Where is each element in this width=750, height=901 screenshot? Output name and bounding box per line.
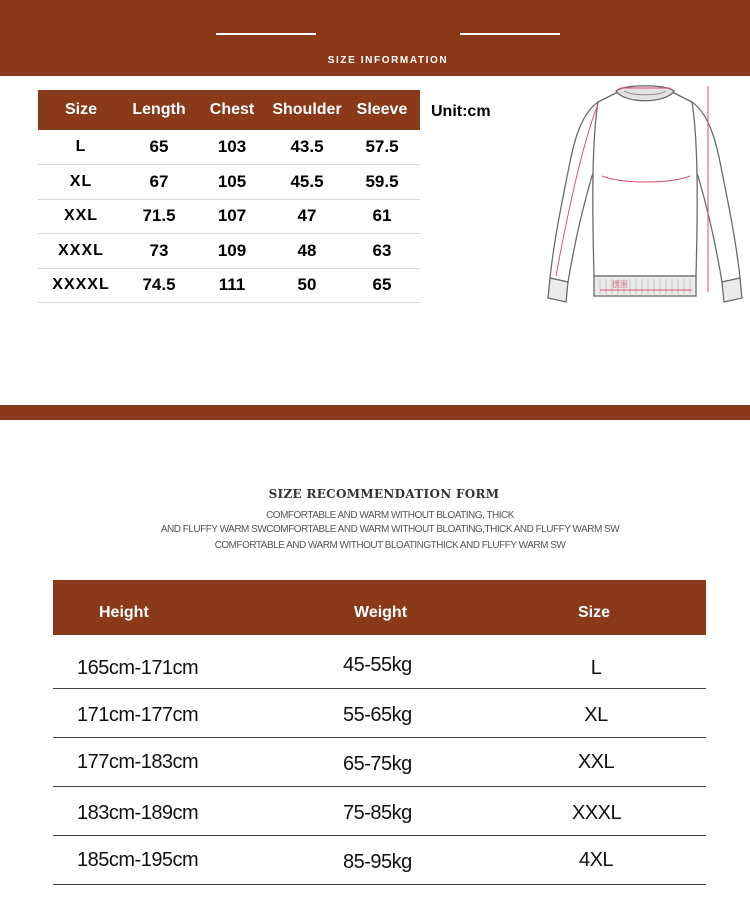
cell-height: 185cm-195cm [77,849,199,871]
recommendation-desc-line-1: COMFORTABLE AND WARM WITHOUT BLOATING, THICK [266,510,514,521]
right-cuff [722,278,742,302]
banner-left-line [216,33,316,35]
table-row [53,689,706,738]
sweater-diagram [540,80,750,312]
sweater-body [593,92,697,276]
size-information-title: SIZE INFORMATION [327,55,449,66]
table-row [53,836,706,885]
cell-weight: 85-95kg [343,851,412,873]
cell-length: 65 [124,130,194,165]
cell-shoulder: 47 [270,199,344,234]
cell-chest: 109 [194,234,270,269]
cell-shoulder: 50 [270,268,344,303]
table-row [38,234,420,269]
cell-size: XXL [38,199,124,234]
table-row [38,199,420,234]
cell-shoulder: 45.5 [270,165,344,200]
recommendation-table-header [53,580,706,635]
cell-sleeve: 59.5 [344,165,420,200]
cell-sleeve: 63 [344,234,420,269]
hem-rib [594,276,696,296]
cell-weight: 75-85kg [343,802,412,824]
cell-chest: 105 [194,165,270,200]
cell-size: XXXL [572,802,622,824]
banner-right-line [460,33,560,35]
col-sleeve: Sleeve [344,90,420,130]
size-information-table [38,90,420,303]
recommendation-desc-line-3: COMFORTABLE AND WARM WITHOUT BLOATINGTHICK AND FLUFFY WARM SW [214,540,566,551]
table-row [53,787,706,836]
recommendation-desc-line-2: AND FLUFFY WARM SWCOMFORTABLE AND WARM WITHOUT BLOATING,THICK AND FLUFFY WARM SW [160,524,620,535]
cell-weight: 45-55kg [343,654,412,676]
table-row [38,130,420,165]
cell-length: 73 [124,234,194,269]
col-weight: Weight [354,604,408,621]
section-divider [0,405,750,420]
cell-height: 177cm-183cm [77,751,199,773]
col-size: Size [38,90,124,130]
cell-length: 74.5 [124,268,194,303]
cell-size: L [590,657,602,679]
cell-size: XXL [577,751,615,773]
table-row [53,738,706,787]
cell-height: 183cm-189cm [77,802,199,824]
cell-sleeve: 65 [344,268,420,303]
table-row [38,165,420,200]
cell-size: L [38,130,124,165]
col-height: Height [99,604,149,621]
col-shoulder: Shoulder [270,90,344,130]
size-table-header [38,90,420,130]
cell-chest: 103 [194,130,270,165]
hem-label: 摆围 [612,280,628,289]
left-cuff [548,278,568,302]
top-banner [0,0,750,76]
size-recommendation-title: SIZE RECOMMENDATION FORM [268,487,500,501]
table-row [38,268,420,303]
cell-height: 171cm-177cm [77,704,199,726]
cell-length: 71.5 [124,199,194,234]
col-chest: Chest [194,90,270,130]
cell-chest: 107 [194,199,270,234]
col-length: Length [124,90,194,130]
cell-size: 4XL [578,849,614,871]
cell-weight: 55-65kg [343,704,412,726]
unit-label: Unit:cm [431,103,491,120]
cell-shoulder: 43.5 [270,130,344,165]
cell-shoulder: 48 [270,234,344,269]
cell-weight: 65-75kg [343,753,412,775]
cell-length: 67 [124,165,194,200]
cell-size: XL [38,165,124,200]
cell-size: XL [584,704,608,726]
table-row [53,640,706,689]
cell-height: 165cm-171cm [77,657,199,679]
col-size: Size [578,604,611,621]
cell-sleeve: 57.5 [344,130,420,165]
cell-size: XXXXL [38,268,124,303]
cell-sleeve: 61 [344,199,420,234]
cell-chest: 111 [194,268,270,303]
cell-size: XXXL [38,234,124,269]
